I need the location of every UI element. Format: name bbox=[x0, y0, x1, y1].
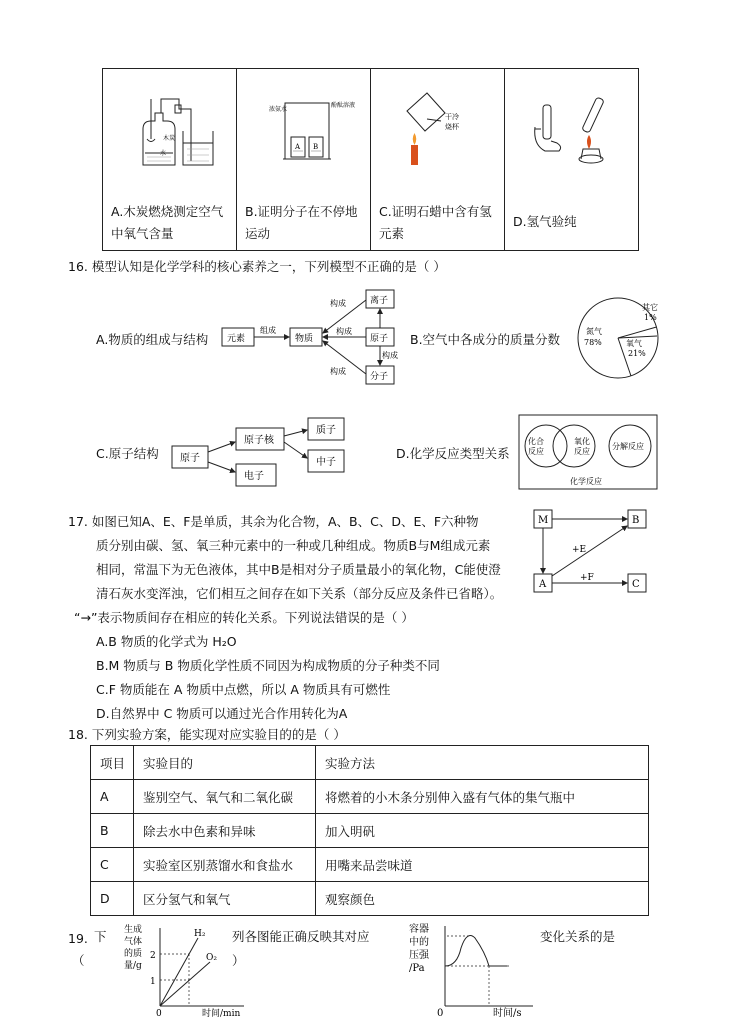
cell-method: 观察颜色 bbox=[316, 882, 649, 916]
pie-label-oxygen: 氧气 bbox=[626, 339, 642, 348]
q16-option-d-label: D.化学反应类型关系 bbox=[396, 446, 510, 461]
q19-paren-close: ） bbox=[232, 953, 245, 968]
graph1-ylabel-1: 生成 bbox=[124, 925, 143, 935]
q15-caption-c: C.证明石蜡中含有氢元素 bbox=[379, 204, 492, 241]
node-b: B bbox=[632, 515, 640, 526]
series-label-h2: H₂ bbox=[194, 929, 206, 939]
q17-conversion-diagram bbox=[532, 506, 652, 598]
graph1-origin: 0 bbox=[156, 1009, 162, 1018]
label-dry-cold: 干冷 bbox=[445, 113, 459, 121]
label-phenolphthalein: 酚酞溶液 bbox=[331, 102, 356, 109]
series-label-o2: O₂ bbox=[206, 953, 217, 963]
pie-label-other: 其它 bbox=[642, 303, 658, 312]
header-purpose: 实验目的 bbox=[134, 746, 316, 780]
box-electron: 电子 bbox=[244, 471, 264, 482]
q16-composition-diagram bbox=[220, 284, 400, 388]
q19-graph-gas-mass bbox=[122, 920, 252, 1018]
header-item: 项目 bbox=[91, 746, 134, 780]
q19-number: 19. bbox=[68, 931, 88, 946]
candle-icon bbox=[411, 145, 418, 165]
table-row bbox=[91, 780, 649, 814]
circle-oxidation-line1: 氧化 bbox=[574, 437, 590, 446]
box-neutron: 中子 bbox=[316, 457, 336, 468]
q17-option-a: A.B 物质的化学式为 H₂O bbox=[96, 634, 237, 649]
cell-method: 将燃着的小木条分别伸入盛有气体的集气瓶中 bbox=[316, 780, 649, 814]
cell-item: C bbox=[91, 848, 134, 882]
box-ion: 离子 bbox=[370, 296, 389, 306]
table-header-row bbox=[91, 746, 649, 780]
q15-option-c bbox=[371, 69, 505, 251]
line-o2 bbox=[160, 962, 210, 1006]
q15-option-d bbox=[505, 69, 639, 251]
pie-value-nitrogen: 78% bbox=[584, 338, 602, 347]
pressure-curve bbox=[445, 936, 507, 966]
header-method: 实验方法 bbox=[316, 746, 649, 780]
table-row bbox=[91, 848, 649, 882]
arrow-label-compose: 组成 bbox=[260, 326, 276, 335]
q15-caption-a: A.木炭燃烧测定空气中氧气含量 bbox=[111, 204, 224, 241]
graph1-tick-1: 1 bbox=[150, 977, 156, 987]
cell-purpose: 实验室区别蒸馏水和食盐水 bbox=[134, 848, 316, 882]
box-molecule: 分子 bbox=[370, 372, 389, 382]
pie-value-other: 1% bbox=[644, 313, 657, 322]
arrow-label-construct-down: 构成 bbox=[382, 351, 398, 360]
candle-apparatus-figure bbox=[371, 69, 504, 193]
label-water: 水 bbox=[160, 150, 167, 157]
graph1-ylabel-3: 的质 bbox=[124, 949, 143, 959]
apparatus-hydrogen-test bbox=[505, 69, 638, 193]
cell-purpose: 除去水中色素和异味 bbox=[134, 814, 316, 848]
cell-purpose: 区分氢气和氧气 bbox=[134, 882, 316, 916]
q17-option-d: D.自然界中 C 物质可以通过光合作用转化为A bbox=[96, 706, 348, 721]
flame-icon bbox=[413, 133, 417, 145]
cell-purpose: 鉴别空气、氧气和二氧化碳 bbox=[134, 780, 316, 814]
q18-stem: 18. 下列实验方案，能实现对应实验目的的是（ ） bbox=[68, 727, 346, 742]
cell-method: 用嘴来品尝味道 bbox=[316, 848, 649, 882]
table-row bbox=[91, 814, 649, 848]
graph2-ylabel-4: /Pa bbox=[409, 963, 425, 974]
q17-stem-line: “→”表示物质间存在相应的转化关系。下列说法错误的是（ ） bbox=[74, 610, 414, 625]
q17-stem-line: 质分别由碳、氢、氧三种元素中的一种或几种组成。物质B与M组成元素 bbox=[96, 538, 491, 553]
q17-option-c: C.F 物质能在 A 物质中点燃，所以 A 物质具有可燃性 bbox=[96, 682, 391, 697]
q17-stem-line: 相同，常温下为无色液体，其中B是相对分子质量最小的氧化物，C能使澄 bbox=[96, 562, 501, 577]
graph1-ylabel-4: 量/g bbox=[124, 961, 142, 971]
box-nucleus: 原子核 bbox=[244, 435, 274, 446]
box-element: 元素 bbox=[227, 334, 246, 344]
cell-item: A bbox=[91, 780, 134, 814]
graph2-origin: 0 bbox=[437, 1008, 444, 1018]
q16-option-c-label: C.原子结构 bbox=[96, 446, 159, 461]
q16-air-pie-chart bbox=[572, 290, 668, 380]
q16-atom-structure-diagram bbox=[170, 414, 360, 490]
apparatus-molecule-motion bbox=[237, 69, 370, 193]
q17-stem-line: 17. 如图已知A、E、F是单质，其余为化合物，A、B、C、D、E、F六种物 bbox=[68, 514, 479, 529]
label-beaker-b: B bbox=[313, 143, 319, 151]
q19-text-1: 下 bbox=[94, 929, 107, 944]
pie-label-nitrogen: 氮气 bbox=[586, 327, 602, 336]
label-plus-f: +F bbox=[580, 573, 594, 583]
q15-option-b bbox=[237, 69, 371, 251]
q19-text-2: 列各图能正确反映其对应 bbox=[232, 929, 370, 944]
burner-flame-icon bbox=[587, 135, 591, 149]
circle-combination-line1: 化合 bbox=[528, 437, 544, 446]
q15-option-a bbox=[103, 69, 237, 251]
venn-frame-label: 化学反应 bbox=[570, 477, 602, 486]
q18-table bbox=[90, 745, 649, 916]
graph1-xlabel: 时间/min bbox=[202, 1009, 241, 1018]
q15-caption-b: B.证明分子在不停地运动 bbox=[245, 204, 358, 241]
q19-paren-open: （ bbox=[72, 953, 85, 968]
apparatus-charcoal-combustion bbox=[103, 69, 236, 193]
cell-method: 加入明矾 bbox=[316, 814, 649, 848]
box-atom-c: 原子 bbox=[180, 453, 200, 464]
ammonia-apparatus-figure bbox=[237, 69, 370, 193]
arrow-label-construct-ion: 构成 bbox=[330, 299, 346, 308]
q16-stem: 16. 模型认知是化学学科的核心素养之一，下列模型不正确的是（ ） bbox=[68, 259, 446, 274]
q17-options bbox=[96, 630, 440, 726]
q16-option-a-label: A.物质的组成与结构 bbox=[96, 332, 209, 347]
q17-stem bbox=[68, 510, 502, 630]
label-charcoal: 木炭 bbox=[163, 135, 176, 142]
line-h2 bbox=[160, 938, 198, 1006]
graph1-tick-2: 2 bbox=[150, 951, 156, 961]
label-beaker-a: A bbox=[295, 143, 301, 151]
graph1-ylabel-2: 气体 bbox=[124, 937, 143, 947]
cell-item: D bbox=[91, 882, 134, 916]
table-row bbox=[91, 882, 649, 916]
q17-option-b: B.M 物质与 B 物质化学性质不同因为构成物质的分子种类不同 bbox=[96, 658, 440, 673]
label-beaker: 烧杯 bbox=[445, 123, 459, 131]
node-m: M bbox=[538, 515, 549, 526]
q19-text-3: 变化关系的是 bbox=[540, 929, 616, 944]
graph2-ylabel-1: 容器 bbox=[409, 924, 429, 935]
hydrogen-test-figure bbox=[505, 69, 638, 193]
arrow-label-construct-atom: 构成 bbox=[336, 327, 352, 336]
box-atom: 原子 bbox=[370, 334, 389, 344]
q16-option-b-label: B.空气中各成分的质量分数 bbox=[410, 332, 561, 347]
q19-graph-pressure bbox=[405, 920, 535, 1018]
cell-item: B bbox=[91, 814, 134, 848]
node-c: C bbox=[632, 579, 640, 590]
circle-oxidation-line2: 反应 bbox=[574, 447, 590, 456]
graph2-ylabel-3: 压强 bbox=[409, 950, 429, 961]
box-substance: 物质 bbox=[295, 334, 314, 344]
box-proton: 质子 bbox=[316, 425, 336, 436]
q16-reaction-types-venn bbox=[518, 414, 660, 492]
graph2-ylabel-2: 中的 bbox=[409, 937, 429, 948]
pie-value-oxygen: 21% bbox=[628, 349, 646, 358]
circle-combination-line2: 反应 bbox=[528, 447, 544, 456]
q15-caption-d: D.氢气验纯 bbox=[513, 214, 577, 229]
charcoal-apparatus-figure bbox=[103, 69, 236, 193]
q17-stem-line: 清石灰水变浑浊，它们相互之间存在如下关系（部分反应及条件已省略）。 bbox=[96, 586, 503, 601]
arrow-label-construct-molecule: 构成 bbox=[330, 367, 346, 376]
label-plus-e: +E bbox=[572, 545, 587, 555]
graph2-xlabel: 时间/s bbox=[493, 1008, 522, 1018]
node-a: A bbox=[539, 579, 547, 590]
q15-options-table bbox=[102, 68, 639, 251]
apparatus-candle-beaker bbox=[371, 69, 504, 193]
circle-decomposition: 分解反应 bbox=[612, 442, 644, 451]
label-ammonia: 浓氨水 bbox=[269, 106, 288, 113]
